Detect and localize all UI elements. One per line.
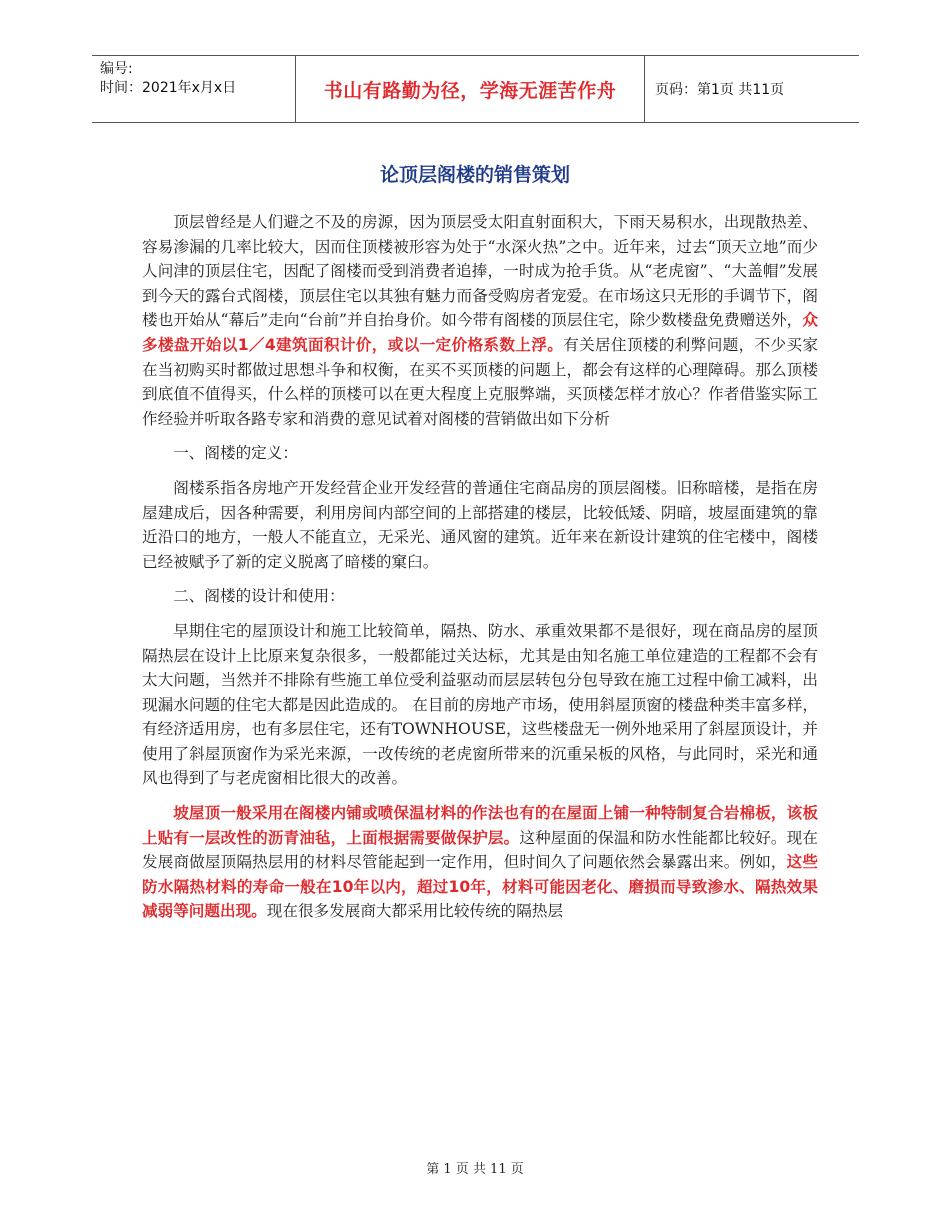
page-header [92,55,859,123]
paragraph-intro [142,210,818,431]
header-page-info: 页码：第1页 共11页 [655,82,785,98]
section-heading-design: 二、阁楼的设计和使用： [173,587,345,606]
header-motto: 书山有路勤为径，学海无涯苦作舟 [295,56,645,122]
document-time: 时间：2021年x月x日 [100,80,237,96]
section-heading-definition: 一、阁楼的定义： [173,444,298,463]
paragraph-roof-text-b: 现在很多发展商大都采用比较传统的隔热层 [266,902,564,921]
paragraph-roof [142,801,818,924]
paragraph-intro-text-a: 顶层曾经是人们避之不及的房源，因为顶层受太阳直射面积大，下雨天易积水，出现散热差、容易渗漏的几率比较大，因而住顶楼被形容为处于“水深火热”之中。近年来，过去“顶天立地”而少人问津的顶层住宅，因配了阁楼而受到消费者追捧，一时成为抢手货。从“老虎窗”、“大盖帽”发展到今天的露台式阁楼，顶层住宅以其独有魅力而备受购房者宠爱。在市场这只无形的手调节下，阁楼也开始从“幕后”走向“台前”并自抬身价。如今带有阁楼的顶层住宅，除少数楼盘免费赠送外， [142,213,818,330]
paragraph-intro-text-b: 有关居住顶楼的利弊问题，不少买家在当初购买时都做过思想斗争和权衡，在买不买顶楼的问题上，都会有这样的心理障碍。那么顶楼到底值不值得买，什么样的顶楼可以在更大程度上克服弊端，买顶楼怎样才放心？作者借鉴实际工作经验并听取各路专家和消费的意见试着对阁楼的营销做出如下分析 [142,335,818,428]
paragraph-roof-text-a: 这种屋面的保温和防水性能都比较好。现在发展商做屋顶隔热层用的材料尽管能起到一定作用，但时间久了问题依然会暴露出来。例如， [142,828,818,872]
paragraph-design: 早期住宅的屋顶设计和施工比较简单，隔热、防水、承重效果都不是很好，现在商品房的屋顶隔热层在设计上比原来复杂很多，一般都能过关达标，尤其是由知名施工单位建造的工程都不会有太大问题，当然并不排除有些施工单位受利益驱动而层层转包分包导致在施工过程中偷工减料，出现漏水问题的住宅大都是因此造成的。 在目前的房地产市场，使用斜屋顶窗的楼盘种类丰富多样，有经济适用房，也有多层住宅，还有TOWNHOUSE，这些楼盘无一例外地采用了斜屋顶设计，并使用了斜屋顶窗作为采光来源，一改传统的老虎窗所带来的沉重呆板的风格，与此同时，采光和通风也得到了与老虎窗相比很大的改善。 [142,621,818,788]
paragraph-intro-highlight: 众多楼盘开始以1／4建筑面积计价，或以一定价格系数上浮。 [142,311,818,354]
paragraph-roof-highlight: 坡屋顶一般采用在阁楼内铺或喷保温材料的作法也有的在屋面上铺一种特制复合岩棉板，该板上贴有一层改性的沥青油毡，上面根据需要做保护层。 [142,804,818,847]
document-title: 论顶层阁楼的销售策划 [379,164,570,186]
paragraph-roof-highlight-2: 这些防水隔热材料的寿命一般在10年以内，超过10年，材料可能因老化、磨损而导致渗水、隔热效果减弱等问题出现。 [142,853,818,921]
paragraph-definition: 阁楼系指各房地产开发经营企业开发经营的普通住宅商品房的顶层阁楼。旧称暗楼，是指在房屋建成后，因各种需要，利用房间内部空间的上部搭建的楼层，比较低矮、阴暗，坡屋面建筑的靠近沿口的地方，一般人不能直立，无采光、通风窗的建筑。近年来在新设计建筑的住宅楼中，阁楼已经被赋予了新的定义脱离了暗楼的窠臼。 [142,478,818,571]
document-body [142,210,818,934]
page-footer: 第 1 页 共 11 页 [426,1162,524,1177]
document-number-label: 编号: [100,61,133,77]
header-meta [92,56,295,122]
